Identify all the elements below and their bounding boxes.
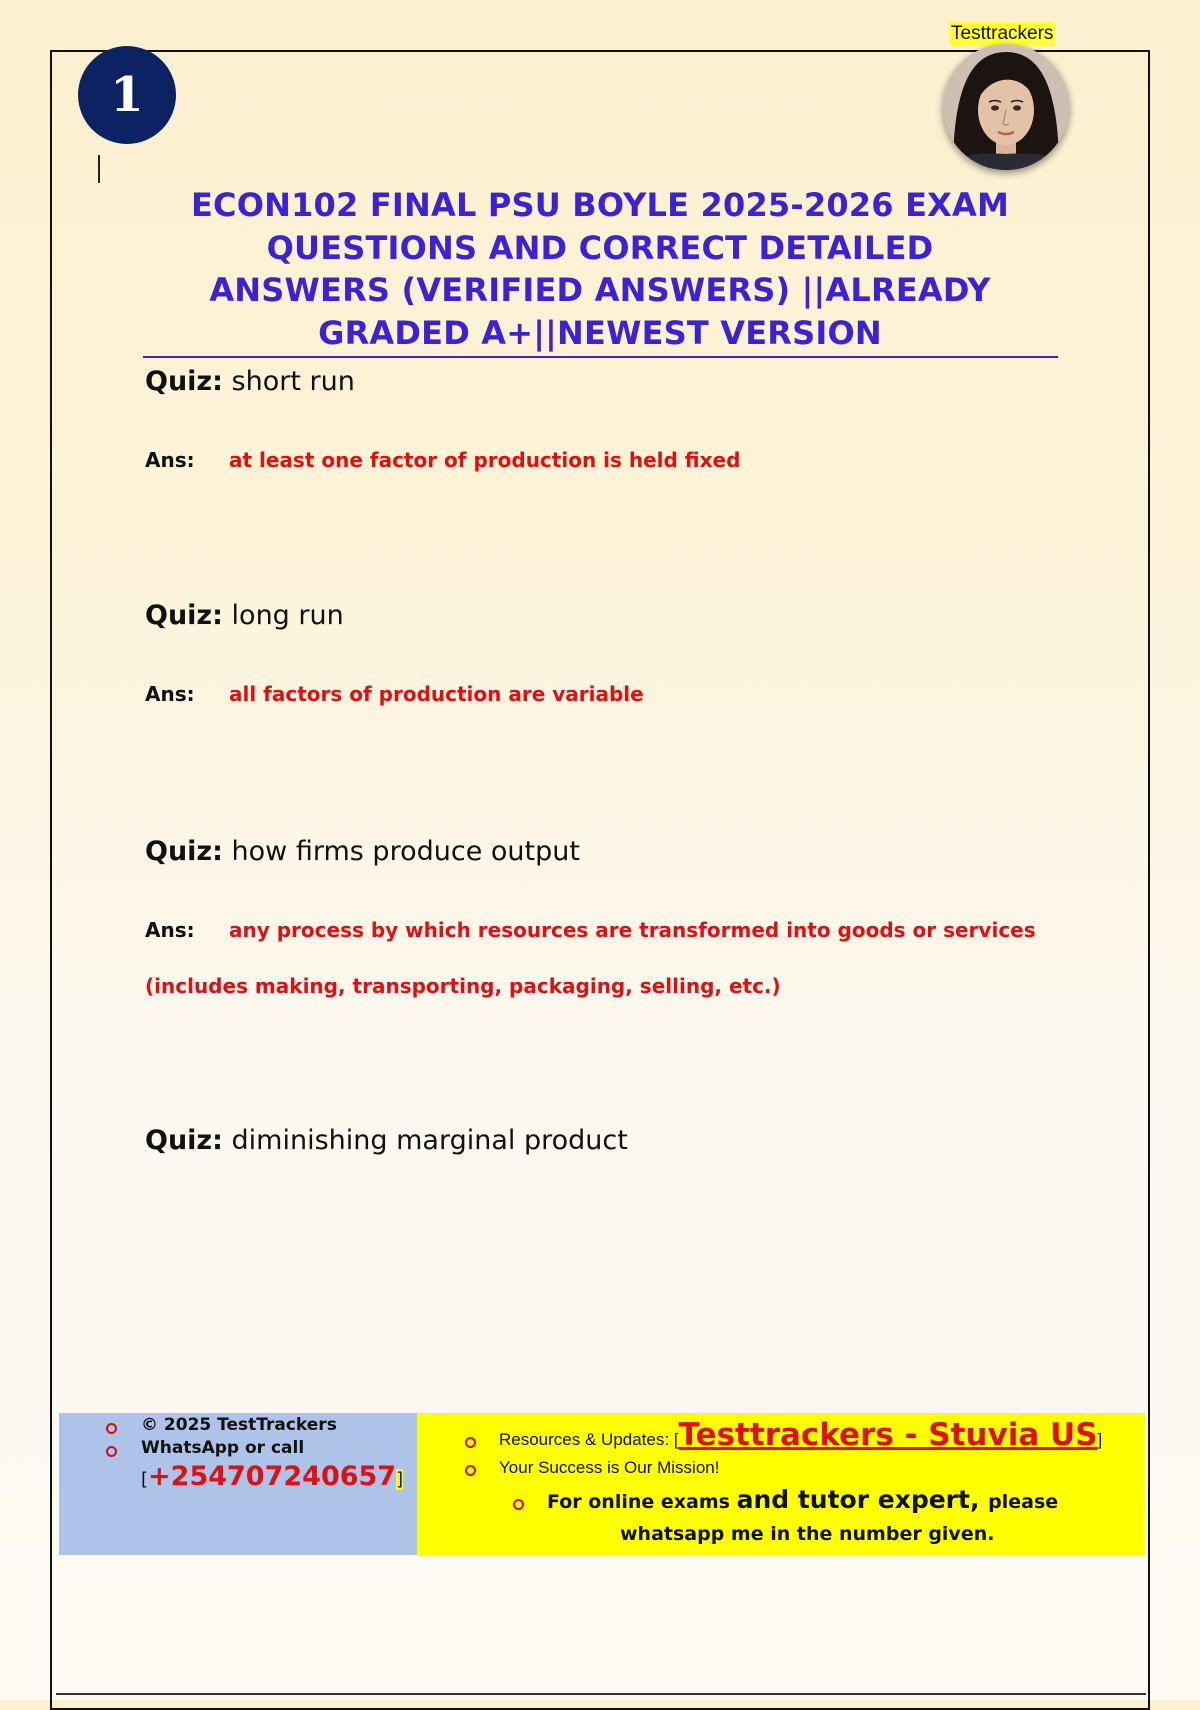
promo-part-1: For online exams: [547, 1491, 737, 1513]
promo-part-3: please: [988, 1491, 1059, 1513]
quiz-line: [145, 599, 1065, 633]
quiz-label: Quiz:: [145, 1125, 223, 1156]
mission-text: Your Success is Our Mission!: [499, 1458, 720, 1477]
answer-text-continued: (includes making, transporting, packaging, selling, etc.): [145, 974, 781, 998]
answer-line: [145, 447, 1065, 473]
answer-text: all factors of production are variable: [229, 682, 644, 706]
bullet-icon: [513, 1499, 524, 1510]
quiz-question: long run: [231, 600, 344, 631]
qa-item: [145, 599, 1065, 707]
page-number-badge: [78, 46, 176, 144]
quiz-line: [145, 1124, 1065, 1158]
stuvia-link[interactable]: Testtrackers - Stuvia US: [678, 1417, 1098, 1453]
bracket-open: [: [141, 1469, 149, 1490]
qa-item: [145, 1124, 1065, 1158]
resources-line: [499, 1417, 1102, 1453]
answer-line: [145, 917, 1065, 943]
title-line: ANSWERS (VERIFIED ANSWERS) ||ALREADY: [209, 271, 991, 309]
brand-tag: Testtrackers: [951, 23, 1054, 44]
answer-line: [145, 681, 1065, 707]
quiz-question: how firms produce output: [231, 836, 580, 867]
page-number: 1: [110, 67, 144, 123]
text-cursor: [98, 155, 100, 183]
quiz-label: Quiz:: [145, 600, 223, 631]
answer-label: Ans:: [145, 448, 195, 472]
woman-portrait-icon: [943, 44, 1069, 170]
contact-label: WhatsApp or call: [141, 1438, 305, 1458]
quiz-line: [145, 835, 1065, 869]
quiz-question: diminishing marginal product: [231, 1125, 628, 1156]
promo-part-2: and tutor expert,: [736, 1485, 989, 1514]
title-line: ECON102 FINAL PSU BOYLE 2025-2026 EXAM: [190, 186, 1010, 224]
footer-contact-panel: [59, 1413, 417, 1555]
document-title: [144, 184, 1056, 354]
bullet-icon: [465, 1465, 476, 1476]
bottom-rule: [56, 1693, 1146, 1695]
title-line: GRADED A+||NEWEST VERSION: [318, 313, 882, 352]
answer-text: any process by which resources are transformed into goods or services: [229, 918, 1036, 942]
quiz-line: [145, 365, 1065, 399]
footer-promo-panel: [417, 1413, 1145, 1555]
promo-line: [547, 1485, 1058, 1514]
bracket-open: [: [673, 1430, 679, 1449]
bracket-close: ]: [396, 1469, 404, 1490]
quiz-label: Quiz:: [145, 366, 223, 397]
title-underline: [143, 356, 1058, 358]
phone-line: [141, 1461, 403, 1492]
answer-label: Ans:: [145, 682, 195, 706]
promo-line-2: whatsapp me in the number given.: [620, 1523, 995, 1545]
bullet-icon: [106, 1446, 117, 1457]
bullet-icon: [465, 1437, 476, 1448]
qa-item: [145, 835, 1065, 999]
quiz-question: short run: [231, 366, 355, 397]
bracket-close: ]: [1097, 1430, 1103, 1449]
phone-number[interactable]: +254707240657: [148, 1461, 397, 1492]
copyright-text: © 2025 TestTrackers: [141, 1415, 337, 1435]
resources-label: Resources & Updates:: [499, 1430, 674, 1449]
answer-text: at least one factor of production is held fixed: [229, 448, 741, 472]
answer-label: Ans:: [145, 918, 195, 942]
title-line: QUESTIONS AND CORRECT DETAILED: [266, 228, 934, 267]
bullet-icon: [106, 1423, 117, 1434]
quiz-label: Quiz:: [145, 836, 223, 867]
qa-item: [145, 365, 1065, 473]
